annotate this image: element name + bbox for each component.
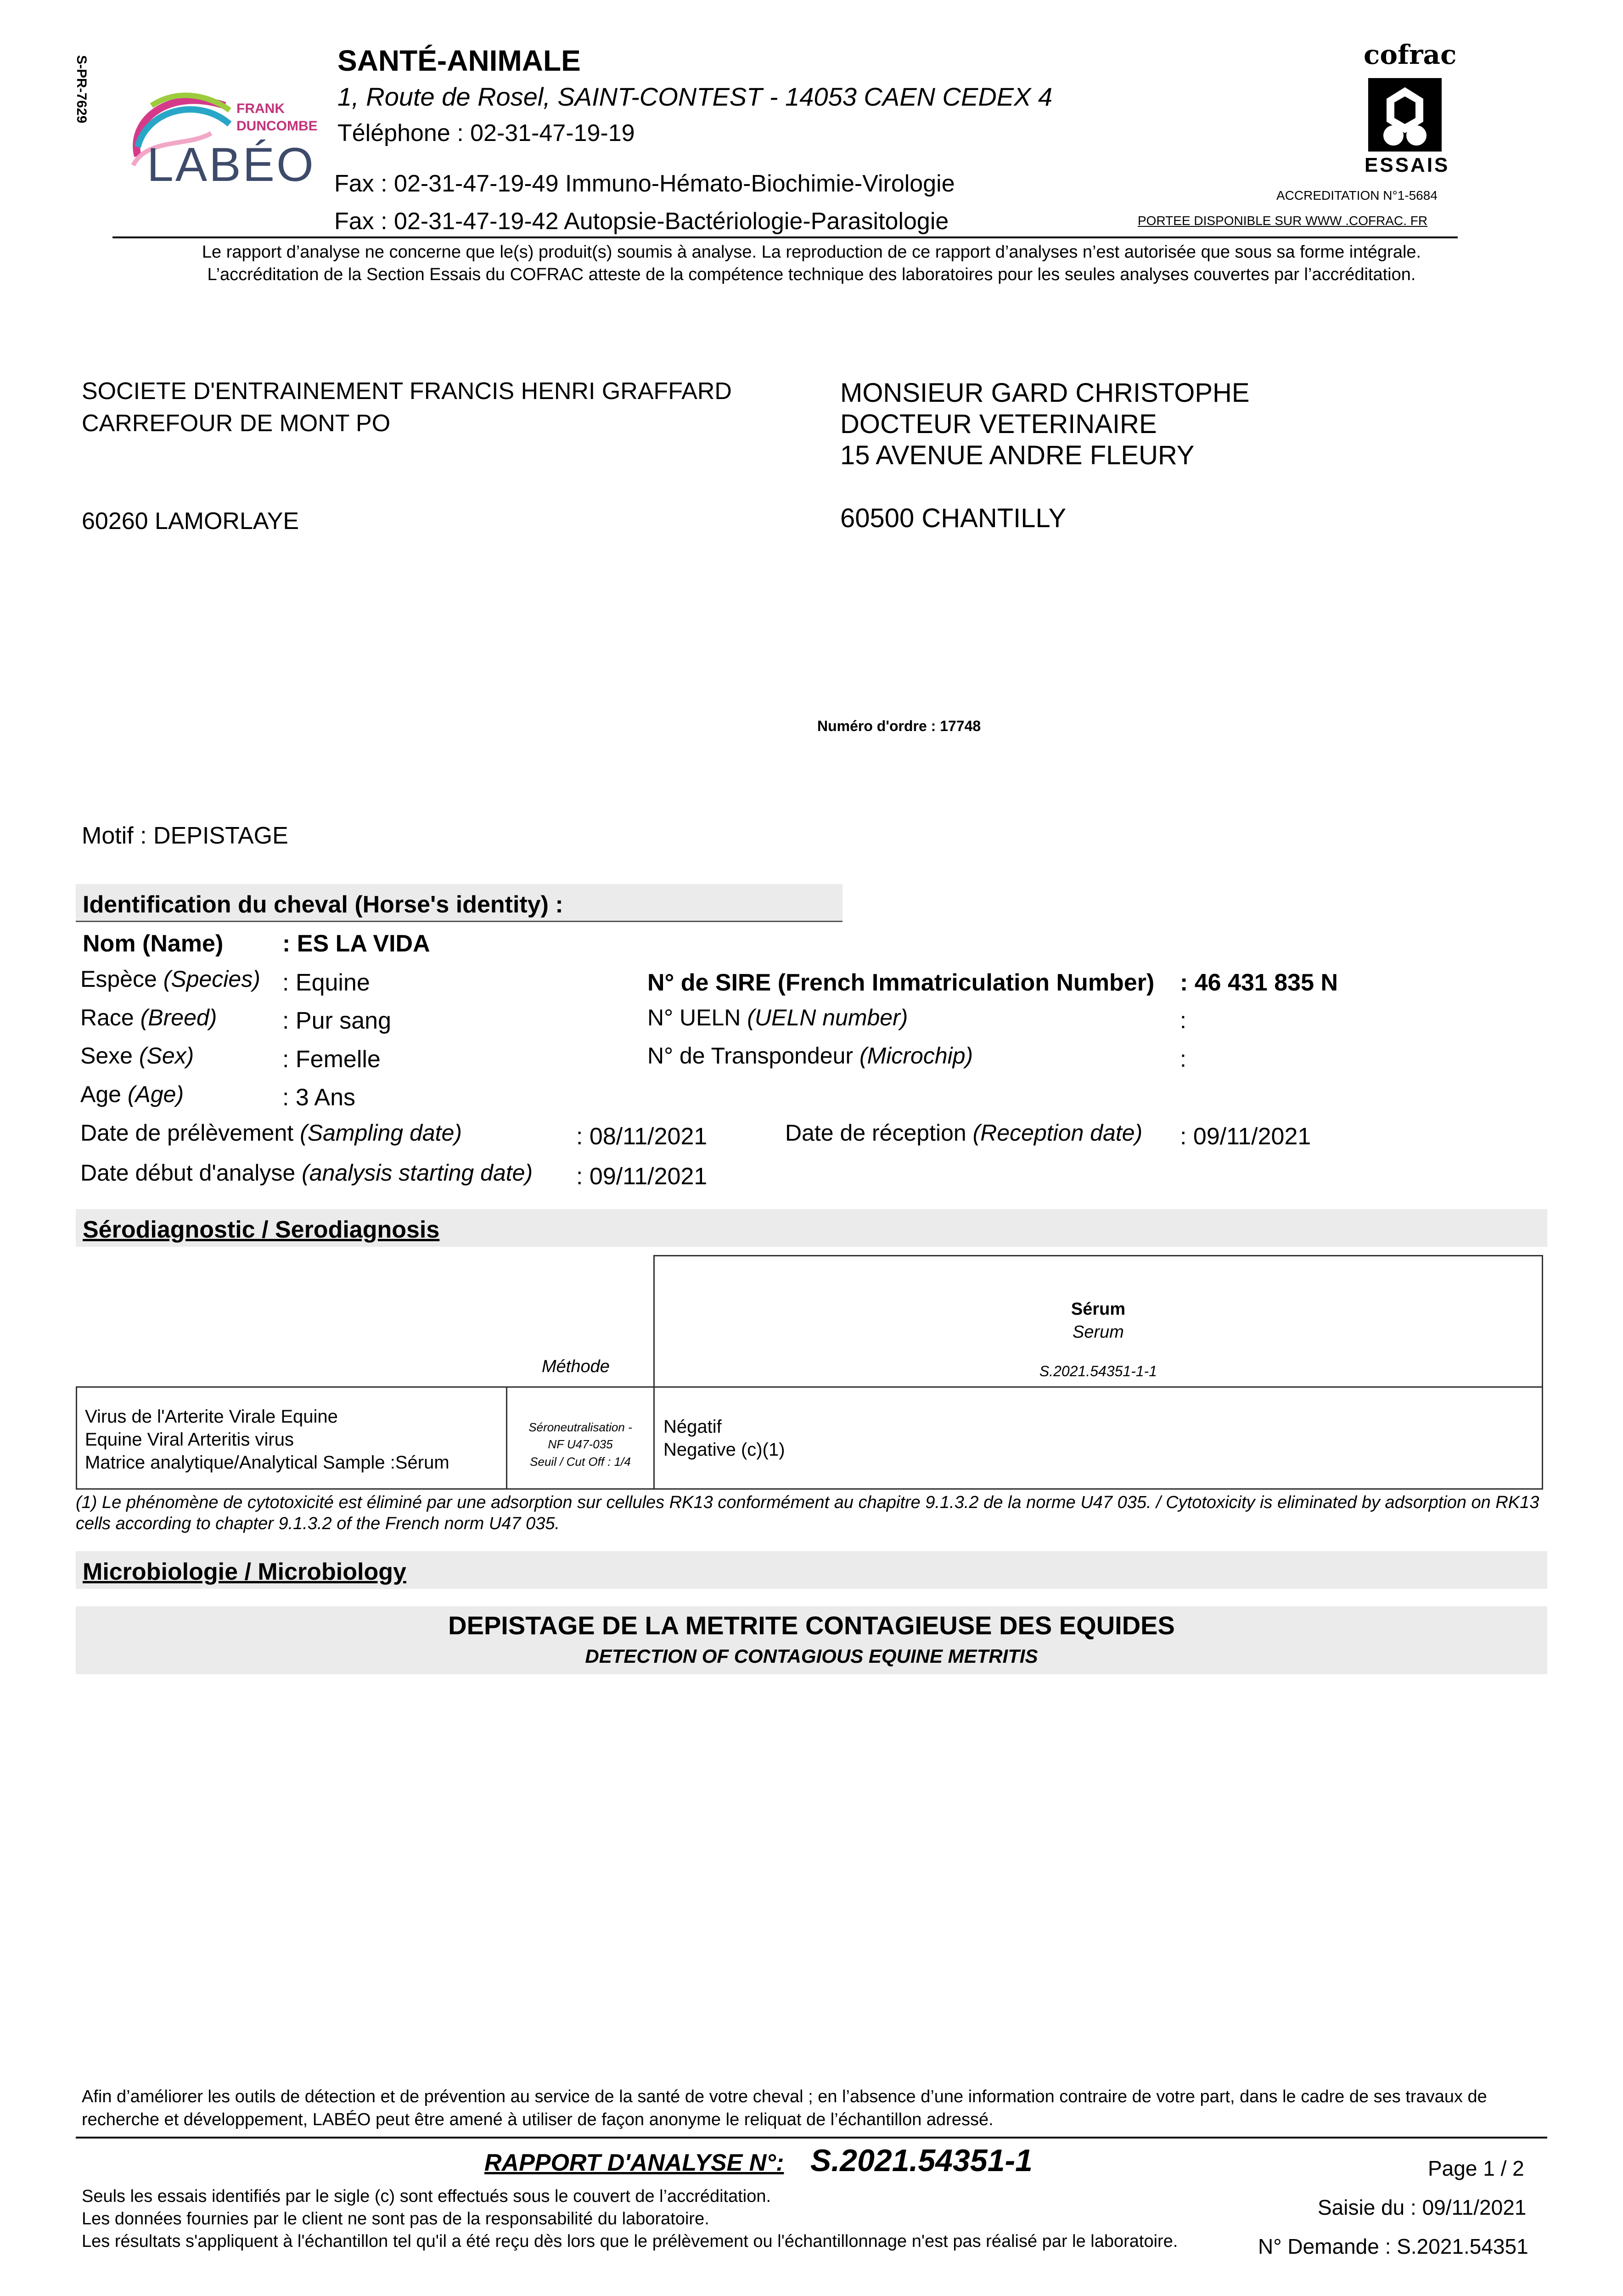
transpondeur-value: : — [1180, 1046, 1186, 1072]
logo-frank: FRANK — [236, 101, 285, 116]
sexe-label: Sexe — [80, 1043, 133, 1069]
disclaimer-line-2: L’accréditation de la Section Essais du COFRAC atteste de la compétence technique des laboratoires pour les seules analyses couvertes par l’accréditation. — [207, 265, 1416, 284]
motif: Motif : DEPISTAGE — [82, 822, 288, 849]
logo-duncombe: DUNCOMBE — [236, 118, 318, 134]
espece-value: : Equine — [282, 969, 370, 996]
cofrac-logo — [1359, 39, 1457, 177]
sexe-label-en: (Sex) — [139, 1043, 194, 1069]
cofrac-essais: ESSAIS — [1365, 154, 1450, 176]
race-label-en: (Breed) — [140, 1005, 217, 1030]
lab-fax-2: Fax : 02-31-47-19-42 Autopsie-Bactériologie-Parasitologie — [334, 208, 949, 235]
result-line-1: Négatif — [663, 1417, 722, 1437]
footer-notice: Afin d’améliorer les outils de détection et de prévention au service de la santé de votre cheval ; en l’absence d’une information contraire de votre part, dans le cadre de ses travaux de recherche et développement, LABÉO peut être amené à utiliser de façon anonyme le reliquat de l’échantillon adressé. — [82, 2087, 1487, 2129]
rapport-label: RAPPORT D'ANALYSE N°: — [484, 2150, 784, 2176]
ueln-label-en: (UELN number) — [747, 1005, 908, 1030]
vet-line-1: MONSIEUR GARD CHRISTOPHE — [840, 378, 1250, 408]
lab-phone: Téléphone : 02-31-47-19-19 — [337, 120, 635, 146]
identification-title: Identification du cheval (Horse's identity) : — [83, 891, 563, 918]
race-label: Race — [80, 1005, 134, 1030]
debut-analyse-label-en: (analysis starting date) — [302, 1160, 533, 1186]
analyte-line-2: Equine Viral Arteritis virus — [85, 1429, 294, 1450]
prelevement-label: Date de prélèvement — [80, 1120, 294, 1146]
demande-number: N° Demande : S.2021.54351 — [1258, 2234, 1528, 2258]
ueln-label: N° UELN — [647, 1005, 741, 1030]
transpondeur-label-en: (Microchip) — [859, 1043, 973, 1069]
debut-analyse-label: Date début d'analyse — [80, 1160, 296, 1186]
serodiagnostic-title: Sérodiagnostic / Serodiagnosis — [83, 1216, 440, 1243]
debut-analyse-value: : 09/11/2021 — [576, 1163, 708, 1190]
transpondeur-label: N° de Transpondeur — [647, 1043, 854, 1069]
lab-fax-1: Fax : 02-31-47-19-49 Immuno-Hémato-Biochimie-Virologie — [334, 170, 955, 197]
client-line-2: CARREFOUR DE MONT PO — [82, 410, 391, 437]
cofrac-emblem-icon — [1366, 76, 1444, 154]
footer-note-1: Seuls les essais identifiés par le sigle (c) sont effectués sous le couvert de l’accréditation. — [82, 2187, 771, 2206]
disclaimer-line-1: Le rapport d’analyse ne concerne que le(s) produit(s) soumis à analyse. La reproduction de ce rapport d’analyses n’est autorisée que sous sa forme intégrale. — [202, 242, 1421, 262]
identification-rule — [76, 921, 842, 922]
saisie-date: Saisie du : 09/11/2021 — [1318, 2195, 1527, 2219]
espece-label: Espèce — [80, 966, 157, 992]
reception-label-en: (Reception date) — [972, 1120, 1143, 1146]
labeo-logo — [119, 78, 321, 197]
cofrac-accreditation: ACCREDITATION N°1-5684 — [1276, 188, 1438, 203]
prelevement-value: : 08/11/2021 — [576, 1123, 708, 1150]
metrite-heading: DEPISTAGE DE LA METRITE CONTAGIEUSE DES EQUIDES — [448, 1611, 1175, 1640]
prelevement-label-en: (Sampling date) — [300, 1120, 462, 1146]
espece-label-en: (Species) — [163, 966, 260, 992]
sexe-value: : Femelle — [282, 1046, 381, 1073]
ueln-value: : — [1180, 1007, 1186, 1033]
result-cell — [653, 1386, 1543, 1490]
cofrac-portee-link[interactable]: PORTEE DISPONIBLE SUR WWW .COFRAC. FR — [1138, 214, 1428, 228]
lab-name: SANTÉ-ANIMALE — [337, 44, 581, 77]
age-label: Age — [80, 1081, 121, 1107]
footer-note-3: Les résultats s'appliquent à l'échantillon tel qu'il a été reçu dès lors que le prélèvement ou l'échantillonnage n'est pas réalisé par le laboratoire. — [82, 2232, 1178, 2251]
vet-line-2: DOCTEUR VETERINAIRE — [840, 409, 1157, 439]
client-line-1: SOCIETE D'ENTRAINEMENT FRANCIS HENRI GRAFFARD — [82, 378, 732, 405]
footer-note-2: Les données fournies par le client ne sont pas de la responsabilité du laboratoire. — [82, 2209, 709, 2228]
analyte-line-1: Virus de l'Arterite Virale Equine — [85, 1407, 338, 1427]
analyte-line-3: Matrice analytique/Analytical Sample :Sérum — [85, 1452, 449, 1473]
vet-line-3: 15 AVENUE ANDRE FLEURY — [840, 440, 1195, 470]
serum-en: Serum — [1073, 1322, 1124, 1342]
reception-value: : 09/11/2021 — [1180, 1123, 1311, 1150]
side-code: S-PR-7629 — [74, 55, 89, 124]
serodiagnostic-footnote: (1) Le phénomène de cytotoxicité est éliminé par une adsorption sur cellules RK13 conformément au chapitre 9.1.3.2 de la norme U47 035. / Cytotoxicity is eliminated by adsorption on RK13 cells according to chapter 9.1.3.2 of the French norm U47 035. — [76, 1493, 1539, 1533]
rapport-number: S.2021.54351-1 — [810, 2143, 1033, 2178]
footer-rule — [76, 2137, 1547, 2138]
microbiologie-title: Microbiologie / Microbiology — [83, 1559, 406, 1585]
reception-label: Date de réception — [785, 1120, 966, 1146]
nom-value: : ES LA VIDA — [282, 930, 430, 957]
numero-ordre: Numéro d'ordre : 17748 — [817, 718, 981, 734]
method-line-3: Seuil / Cut Off : 1/4 — [530, 1455, 631, 1469]
logo-labeo: LABÉO — [147, 138, 315, 191]
sire-value: : 46 431 835 N — [1180, 969, 1338, 996]
serum-fr: Sérum — [1071, 1300, 1126, 1319]
methode-header: Méthode — [542, 1357, 610, 1376]
age-label-en: (Age) — [127, 1081, 184, 1107]
client-city: 60260 LAMORLAYE — [82, 508, 299, 535]
race-value: : Pur sang — [282, 1007, 392, 1034]
metrite-subheading: DETECTION OF CONTAGIOUS EQUINE METRITIS — [585, 1645, 1038, 1667]
header-rule — [112, 236, 1458, 238]
result-line-2: Negative (c)(1) — [663, 1440, 785, 1460]
age-value: : 3 Ans — [282, 1084, 355, 1111]
sire-label: N° de SIRE (French Immatriculation Number) — [647, 969, 1155, 996]
method-line-2: NF U47-035 — [548, 1437, 613, 1451]
vet-city: 60500 CHANTILLY — [840, 503, 1067, 533]
page-number: Page 1 / 2 — [1428, 2156, 1524, 2180]
method-line-1: Séroneutralisation - — [528, 1420, 632, 1434]
nom-label: Nom (Name) — [83, 930, 224, 957]
lab-address: 1, Route de Rosel, SAINT-CONTEST - 14053 CAEN CEDEX 4 — [337, 82, 1053, 111]
sample-id: S.2021.54351-1-1 — [1039, 1363, 1157, 1379]
cofrac-brand: cofrac — [1364, 39, 1457, 70]
